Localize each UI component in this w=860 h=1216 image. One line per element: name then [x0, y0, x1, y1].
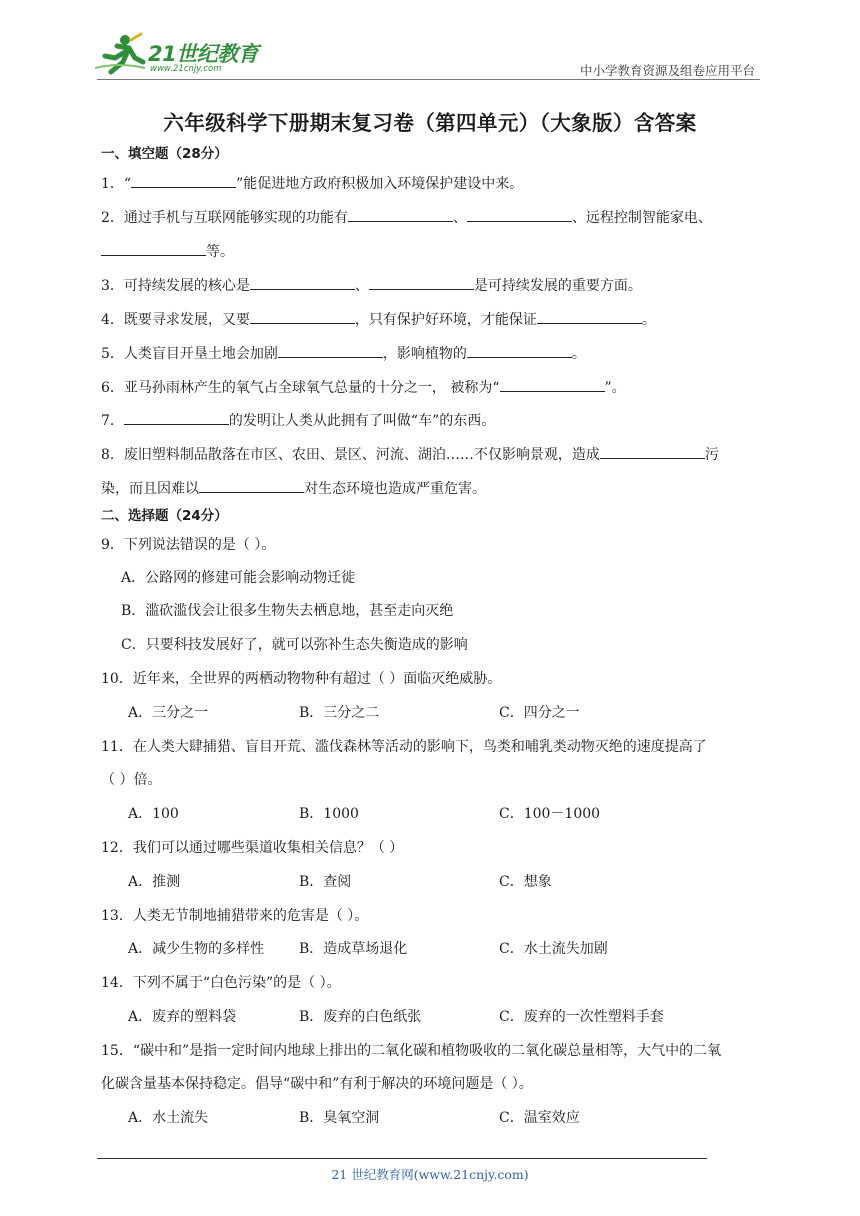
answer-blank[interactable]: [199, 478, 304, 493]
option-b[interactable]: B．造成草场退化: [299, 941, 408, 957]
answer-blank[interactable]: [467, 207, 572, 222]
question-9: 9．下列说法错误的是（ ）。: [101, 537, 276, 553]
option-a[interactable]: A．废弃的塑料袋: [128, 1009, 237, 1025]
answer-blank[interactable]: [500, 377, 605, 392]
question-11-cont: （ ）倍。: [101, 772, 162, 788]
option-b[interactable]: B．臭氧空洞: [299, 1110, 380, 1126]
question-4: 4．既要寻求发展，又要 ，只有保护好环境，才能保证 。: [101, 309, 656, 330]
question-14: 14．下列不属于“白色污染”的是（ ）。: [101, 975, 341, 991]
option-b[interactable]: B．废弃的白色纸张: [299, 1009, 422, 1025]
header-divider: [97, 79, 760, 80]
answer-blank[interactable]: [467, 343, 572, 358]
question-3: 3．可持续发展的核心是 、 是可持续发展的重要方面。: [101, 275, 642, 296]
option-c[interactable]: C．四分之一: [499, 705, 580, 721]
question-1: 1．“ ”能促进地方政府积极加入环境保护建设中来。: [101, 173, 523, 194]
question-10: 10．近年来，全世界的两栖动物物种有超过（ ）面临灭绝威胁。: [101, 671, 502, 687]
option-b[interactable]: B．滥砍滥伐会让很多生物失去栖息地，甚至走向灭绝: [121, 603, 454, 619]
option-a[interactable]: A．100: [128, 806, 179, 822]
option-a[interactable]: A．推测: [128, 874, 181, 890]
section-heading-choice: 二、选择题（24分）: [101, 508, 228, 524]
question-11: 11．在人类大肆捕猎、盲目开荒、滥伐森林等活动的影响下，鸟类和哺乳类动物灭绝的速度提高了: [101, 739, 707, 755]
question-2-cont: 等。: [101, 241, 234, 262]
answer-blank[interactable]: [250, 309, 355, 324]
question-12: 12．我们可以通过哪些渠道收集相关信息？（ ）: [101, 840, 404, 856]
question-8: 8．废旧塑料制品散落在市区、农田、景区、河流、湖泊……不仅影响景观，造成 污: [101, 444, 719, 465]
answer-blank[interactable]: [250, 275, 355, 290]
option-a[interactable]: A．水土流失: [128, 1110, 209, 1126]
page-title: 六年级科学下册期末复习卷（第四单元）（大象版）含答案: [163, 111, 697, 135]
question-15: 15．“碳中和”是指一定时间内地球上排出的二氧化碳和植物吸收的二氧化碳总量相等，大气中的二氧: [101, 1043, 722, 1059]
answer-blank[interactable]: [369, 275, 474, 290]
option-b[interactable]: B．1000: [299, 806, 359, 822]
option-c[interactable]: C．水土流失加剧: [499, 941, 608, 957]
question-2: 2．通过手机与互联网能够实现的功能有 、 、远程控制智能家电、: [101, 207, 712, 228]
option-b[interactable]: B．三分之二: [299, 705, 380, 721]
platform-name: 中小学教育资源及组卷应用平台: [579, 63, 755, 78]
question-7: 7． 的发明让人类从此拥有了叫做“车”的东西。: [101, 410, 495, 431]
answer-blank[interactable]: [124, 410, 229, 425]
question-6: 6．亚马孙雨林产生的氧气占全球氧气总量的十分之一， 被称为“ ”。: [101, 377, 626, 398]
option-c[interactable]: C．温室效应: [499, 1110, 580, 1126]
page-header: [0, 0, 860, 90]
question-15-cont: 化碳含量基本保持稳定。倡导“碳中和”有利于解决的环境问题是（ ）。: [101, 1076, 533, 1092]
answer-blank[interactable]: [101, 241, 206, 256]
option-c[interactable]: C．废弃的一次性塑料手套: [499, 1009, 664, 1025]
option-c[interactable]: C．100－1000: [499, 806, 601, 822]
section-heading-fill: 一、填空题（28分）: [101, 146, 228, 162]
footer-link[interactable]: 21 世纪教育网(www.21cnjy.com): [331, 1167, 529, 1182]
option-a[interactable]: A．三分之一: [128, 705, 209, 721]
question-8-cont: 染，而且因难以 对生态环境也造成严重危害。: [101, 478, 486, 499]
answer-blank[interactable]: [600, 444, 705, 459]
answer-blank[interactable]: [537, 309, 642, 324]
answer-blank[interactable]: [278, 343, 383, 358]
question-5: 5．人类盲目开垦土地会加剧 ，影响植物的 。: [101, 343, 586, 364]
option-c[interactable]: C．想象: [499, 874, 552, 890]
footer-divider: [97, 1158, 707, 1159]
option-b[interactable]: B．查阅: [299, 874, 352, 890]
question-13: 13．人类无节制地捕猎带来的危害是（ ）。: [101, 908, 369, 924]
answer-blank[interactable]: [348, 207, 453, 222]
logo-url: www.21cnjy.com: [150, 64, 222, 74]
logo-text: 21世纪教育: [148, 42, 259, 66]
option-a[interactable]: A．减少生物的多样性: [128, 941, 265, 957]
option-c[interactable]: C．只要科技发展好了，就可以弥补生态失衡造成的影响: [121, 637, 468, 653]
answer-blank[interactable]: [131, 173, 236, 188]
option-a[interactable]: A．公路网的修建可能会影响动物迁徙: [121, 570, 356, 586]
